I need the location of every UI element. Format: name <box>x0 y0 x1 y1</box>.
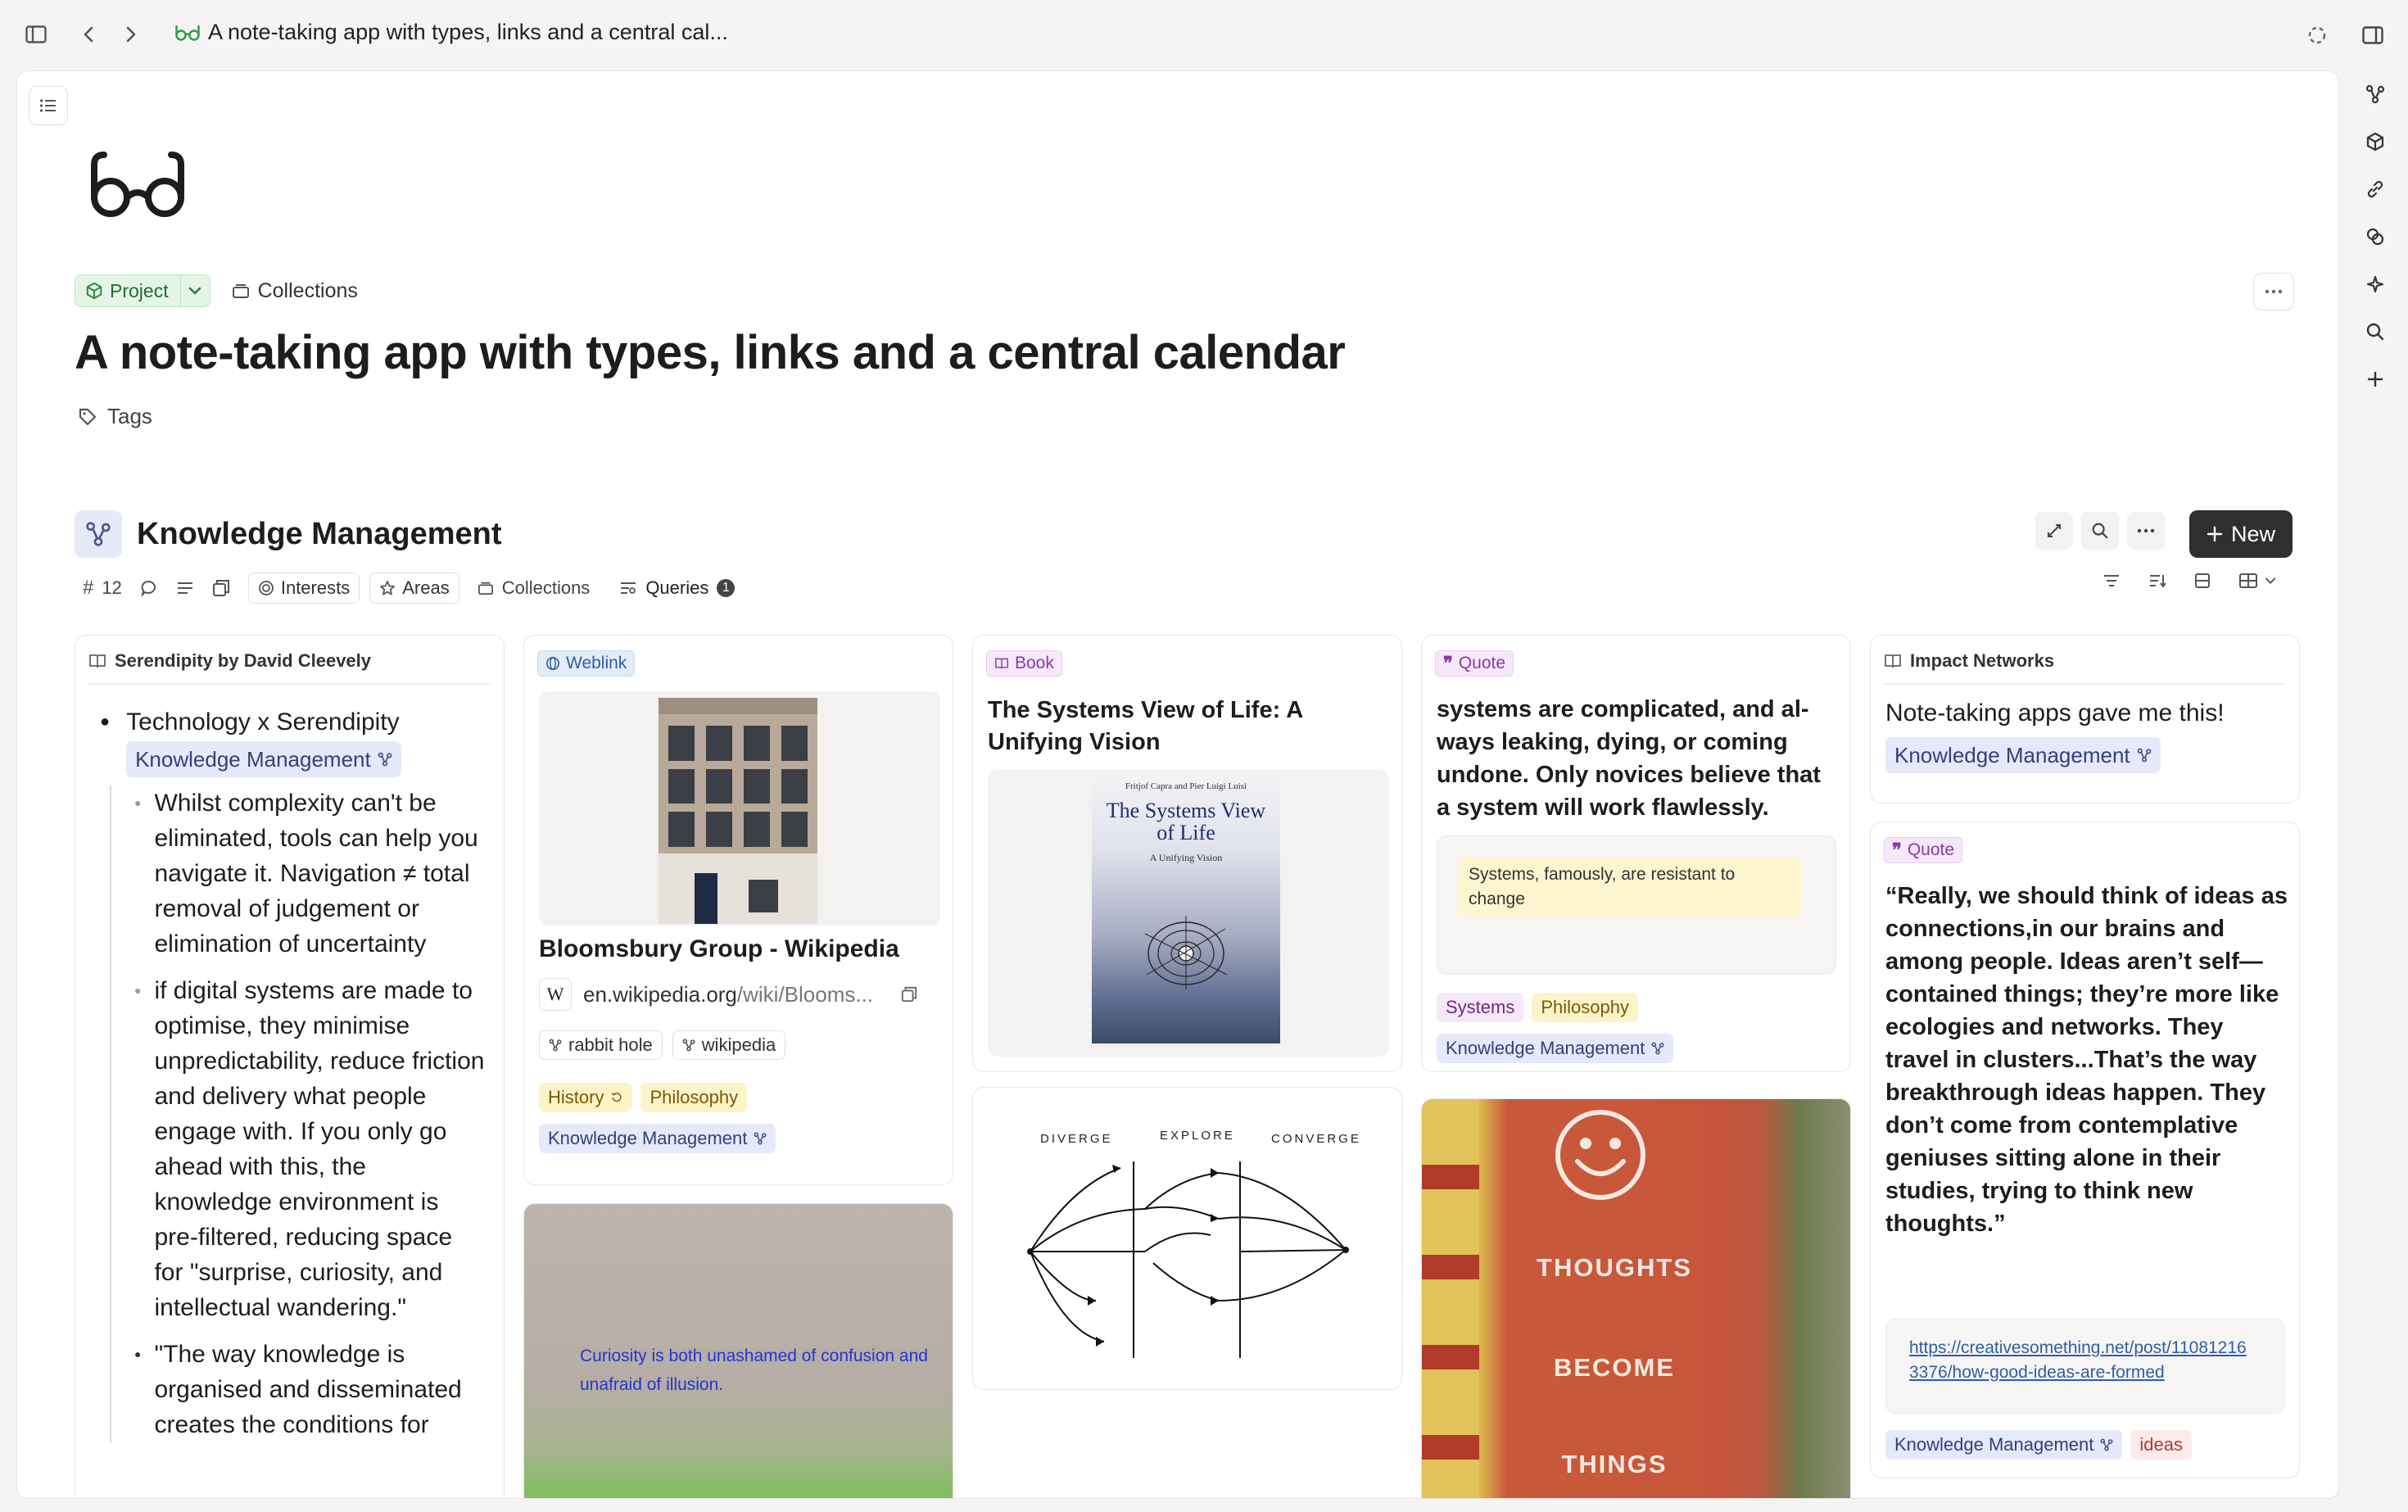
graph-icon <box>2100 1438 2113 1451</box>
graph-icon <box>682 1039 695 1052</box>
graph-icon[interactable] <box>2359 70 2392 118</box>
section-title[interactable]: Knowledge Management <box>137 517 502 551</box>
cube-icon[interactable] <box>2359 118 2392 165</box>
plus-icon <box>2207 526 2223 542</box>
book-icon <box>994 657 1009 670</box>
hash-icon: # <box>83 577 94 599</box>
copy-stack-icon[interactable] <box>212 579 230 597</box>
graph-icon <box>549 1039 562 1052</box>
quote-highlight-box <box>1437 835 1836 975</box>
new-button[interactable] <box>2189 510 2293 558</box>
rabbit-hole-link[interactable] <box>539 1030 663 1060</box>
tag-label: History <box>548 1087 604 1107</box>
diagram-card[interactable] <box>972 1087 1402 1390</box>
balcony-stripe <box>1422 1099 1479 1499</box>
knowledge-management-tag[interactable] <box>1885 1430 2122 1460</box>
smiley-face-icon <box>1553 1107 1648 1202</box>
weblink-links <box>539 1030 785 1060</box>
list-item: Whilst complexity can't be eliminated, tools can help you navigate it. Navigation ≠ total removal of judgement or elimination of uncertainty <box>154 790 478 957</box>
add-icon[interactable] <box>2359 355 2392 403</box>
filter-icon[interactable] <box>2102 573 2121 588</box>
badge-label: Quote <box>1907 840 1955 859</box>
quote-tags <box>1885 1430 2192 1460</box>
diagram-label: EXPLORE <box>1160 1129 1235 1143</box>
quote-text[interactable]: “Really, we should think of ideas as connections,in our brains and among people. Ideas aren’t self—contained things; they’re more like ecologies and networks. They travel in clusters...That’s the way breakthrough ideas happen. They don’t come from contemplative geniuses sitting alone in their studies, trying to think new thoughts.” <box>1885 883 2288 1237</box>
quote-card-ideas[interactable] <box>1870 822 2300 1478</box>
quote-icon: ❞ <box>1443 653 1453 673</box>
areas-filter[interactable] <box>369 573 459 604</box>
tags-field[interactable] <box>78 404 152 429</box>
page-glasses-icon[interactable] <box>89 148 186 224</box>
quote-km-tag <box>1437 1034 1673 1063</box>
chevron-down-icon[interactable] <box>180 275 210 306</box>
divider <box>88 683 490 685</box>
diagram-label: DIVERGE <box>1040 1132 1113 1146</box>
graph-icon <box>2137 748 2152 763</box>
collections-label: Collections <box>257 278 358 302</box>
window-title: A note-taking app with types, links and a central cal... <box>208 20 728 44</box>
sync-icon[interactable] <box>2305 23 2329 48</box>
divider <box>1884 683 2285 685</box>
sort-icon[interactable] <box>2148 573 2166 589</box>
weblink-tags <box>539 1083 747 1112</box>
mural-text: THINGS <box>1561 1450 1668 1478</box>
badge-label: Book <box>1015 654 1054 672</box>
sidebar-toggle-icon[interactable] <box>23 21 49 48</box>
weblink-badge <box>537 650 635 677</box>
forward-arrow-icon[interactable] <box>120 21 143 48</box>
section-more-icon[interactable] <box>2127 512 2165 550</box>
book-icon <box>1884 653 1902 669</box>
wikipedia-icon: W <box>539 978 572 1011</box>
book-cover-frame <box>988 770 1389 1057</box>
weblink-title[interactable]: Bloomsbury Group - Wikipedia <box>539 935 899 962</box>
badge-label: Weblink <box>566 654 627 672</box>
right-rail <box>2359 70 2392 403</box>
section-search-icon[interactable] <box>2081 512 2119 550</box>
wikipedia-link[interactable] <box>672 1030 786 1060</box>
nest-illustration <box>1137 909 1235 991</box>
expand-icon[interactable] <box>2035 512 2073 550</box>
curiosity-text: Curiosity is both unashamed of confusion and unafraid of illusion. <box>580 1347 928 1394</box>
count-filter[interactable] <box>83 577 122 600</box>
areas-label: Areas <box>402 577 450 598</box>
main-panel <box>16 70 2339 1499</box>
comment-icon[interactable] <box>140 579 158 597</box>
cover-subtitle: A Unifying Vision <box>1149 852 1223 863</box>
philosophy-tag[interactable]: Philosophy <box>1532 993 1638 1022</box>
collection-icon <box>232 283 250 299</box>
book-cover <box>1092 770 1280 1043</box>
globe-icon <box>545 656 560 671</box>
quote-badge <box>1435 650 1514 677</box>
search-icon[interactable] <box>2359 308 2392 355</box>
knowledge-management-tag[interactable] <box>126 741 401 777</box>
weblink-km-tag <box>539 1124 776 1153</box>
badge-label: Quote <box>1458 654 1506 672</box>
cover-authors: Fritjof Capra and Pier Luigi Luisi <box>1125 781 1247 791</box>
source-link[interactable]: https://creativesomething.net/post/110812163376/how-good-ideas-are-formed <box>1909 1338 2247 1382</box>
systems-tag[interactable]: Systems <box>1437 993 1523 1022</box>
serendipity-card[interactable] <box>75 635 505 1499</box>
note-text[interactable]: Note-taking apps gave me this! <box>1885 699 2225 727</box>
weblink-url[interactable] <box>539 978 917 1011</box>
cover-title: The Systems View of Life <box>1106 799 1266 844</box>
url-path: /wiki/Blooms... <box>736 981 874 1007</box>
quote-text[interactable]: systems are complicated, and al-ways leaking, dying, or coming undone. Only novices believe that a system will work flawlessly. <box>1437 696 1821 821</box>
building-photo <box>659 698 817 924</box>
knowledge-management-tag[interactable] <box>539 1124 776 1153</box>
collection-icon <box>478 581 494 595</box>
quote-source-box <box>1885 1319 2285 1414</box>
curiosity-image-card[interactable] <box>523 1203 953 1499</box>
link-icon[interactable] <box>2359 165 2392 213</box>
new-label: New <box>2230 521 2275 546</box>
knowledge-management-tag[interactable] <box>1885 737 2161 773</box>
ideas-tag[interactable]: ideas <box>2130 1430 2192 1460</box>
sparkle-icon[interactable] <box>2359 260 2392 308</box>
mural-text: THOUGHTS <box>1537 1253 1692 1282</box>
filter-row <box>83 573 735 604</box>
collections-filter[interactable] <box>478 577 591 599</box>
history-icon <box>610 1091 623 1104</box>
impact-networks-card[interactable] <box>1870 635 2300 804</box>
tag-label: Knowledge Management <box>548 1128 748 1148</box>
interests-label: Interests <box>280 577 351 598</box>
count-value: 12 <box>102 577 122 598</box>
tag-icon <box>78 407 97 427</box>
right-panel-toggle-icon[interactable] <box>2360 23 2385 48</box>
card-header <box>1884 650 2054 672</box>
tags-label: Tags <box>107 404 152 428</box>
book-icon <box>88 653 106 669</box>
diagram-label: CONVERGE <box>1271 1132 1361 1146</box>
interests-filter[interactable] <box>248 573 360 604</box>
knowledge-management-tag[interactable] <box>1437 1034 1673 1063</box>
impact-km-tag <box>1885 737 2161 773</box>
link-label: rabbit hole <box>568 1034 653 1055</box>
type-row <box>75 274 358 307</box>
note-content[interactable]: ● Technology x Serendipity Knowledge Management ● Whilst complexity can't be eliminated, tools can help you navigate it. Navigation ≠ total removal of judgement or elimination of uncertainty ● if digital systems are made to optimise, they minimise unpredictability, reduce friction and delivery what people engage with. If you only go ahead with this, the knowledge environment is pre-filtered, reducing space for "surprise, curiosity, and intellectual wandering." ● "The way knowledge is organised and disseminated creates the conditions for <box>100 704 485 1442</box>
target-icon <box>258 580 274 596</box>
queries-label: Queries <box>645 577 709 598</box>
graph-icon <box>1651 1042 1664 1055</box>
gallery-icon <box>2238 573 2258 589</box>
quote-badge <box>1884 837 1962 863</box>
card-header-label: Impact Networks <box>1910 650 2055 671</box>
cube-icon <box>85 282 103 300</box>
circles-icon[interactable] <box>2359 213 2392 260</box>
list-item: if digital systems are made to optimise, they minimise unpredictability, reduce friction and delivery what people engage with. If you only go ahead with this, the knowledge environment is pre-filtered, reducing space for "surprise, curiosity, and intellectual wandering." <box>154 977 485 1321</box>
top-bar <box>0 0 2408 70</box>
type-label: Project <box>110 279 169 301</box>
glasses-icon <box>175 23 200 43</box>
graph-icon <box>754 1132 767 1145</box>
outline-toggle-icon[interactable] <box>29 86 68 125</box>
queries-filter[interactable] <box>619 577 735 599</box>
copy-icon[interactable] <box>901 986 917 1003</box>
section-graph-icon <box>75 510 122 558</box>
card-header-label: Serendipity by David Cleevely <box>115 650 372 671</box>
list-item: Technology x Serendipity <box>126 708 400 736</box>
tag-label: Knowledge Management <box>1894 1434 2094 1455</box>
tag-label: Knowledge Management <box>1894 742 2130 767</box>
mural-text: BECOME <box>1553 1353 1676 1382</box>
history-tag[interactable] <box>539 1083 632 1112</box>
star-icon <box>379 580 396 596</box>
quote-tags <box>1437 993 1638 1022</box>
list-item: "The way knowledge is organised and disseminated creates the conditions for <box>154 1341 462 1438</box>
url-domain: en.wikipedia.org <box>583 981 737 1007</box>
card-header <box>88 650 371 672</box>
chevron-down-icon <box>2265 577 2276 585</box>
link-label: wikipedia <box>701 1034 776 1055</box>
weblink-preview-image <box>539 691 940 926</box>
mural-photo-card[interactable] <box>1421 1098 1851 1499</box>
back-arrow-icon[interactable] <box>77 21 100 48</box>
graph-icon <box>378 752 392 767</box>
layout-icon[interactable] <box>2194 573 2211 589</box>
weblink-card[interactable] <box>523 635 953 1185</box>
book-title[interactable]: The Systems View of Life: A Unifying Vision <box>988 697 1303 755</box>
page-title[interactable]: A note-taking app with types, links and a central calendar <box>75 326 1346 379</box>
collections-filter-label: Collections <box>501 577 591 598</box>
highlight-text: Systems, famously, are resistant to change <box>1457 858 1801 917</box>
tag-label: Knowledge Management <box>1446 1038 1645 1058</box>
view-controls <box>2102 573 2276 589</box>
type-selector[interactable] <box>75 274 210 307</box>
queries-count-badge: 1 <box>717 579 735 597</box>
book-badge <box>986 650 1062 677</box>
quote-card-systems[interactable] <box>1421 635 1851 1072</box>
text-lines-icon[interactable] <box>176 581 194 595</box>
gallery-view-selector[interactable] <box>2238 573 2276 589</box>
quote-icon: ❞ <box>1892 840 1902 860</box>
more-options-icon[interactable] <box>2253 273 2294 310</box>
tag-label: Knowledge Management <box>135 746 371 772</box>
book-card[interactable] <box>972 635 1402 1072</box>
philosophy-tag[interactable]: Philosophy <box>640 1083 747 1112</box>
collections-link[interactable] <box>232 279 358 303</box>
query-icon <box>619 581 637 595</box>
